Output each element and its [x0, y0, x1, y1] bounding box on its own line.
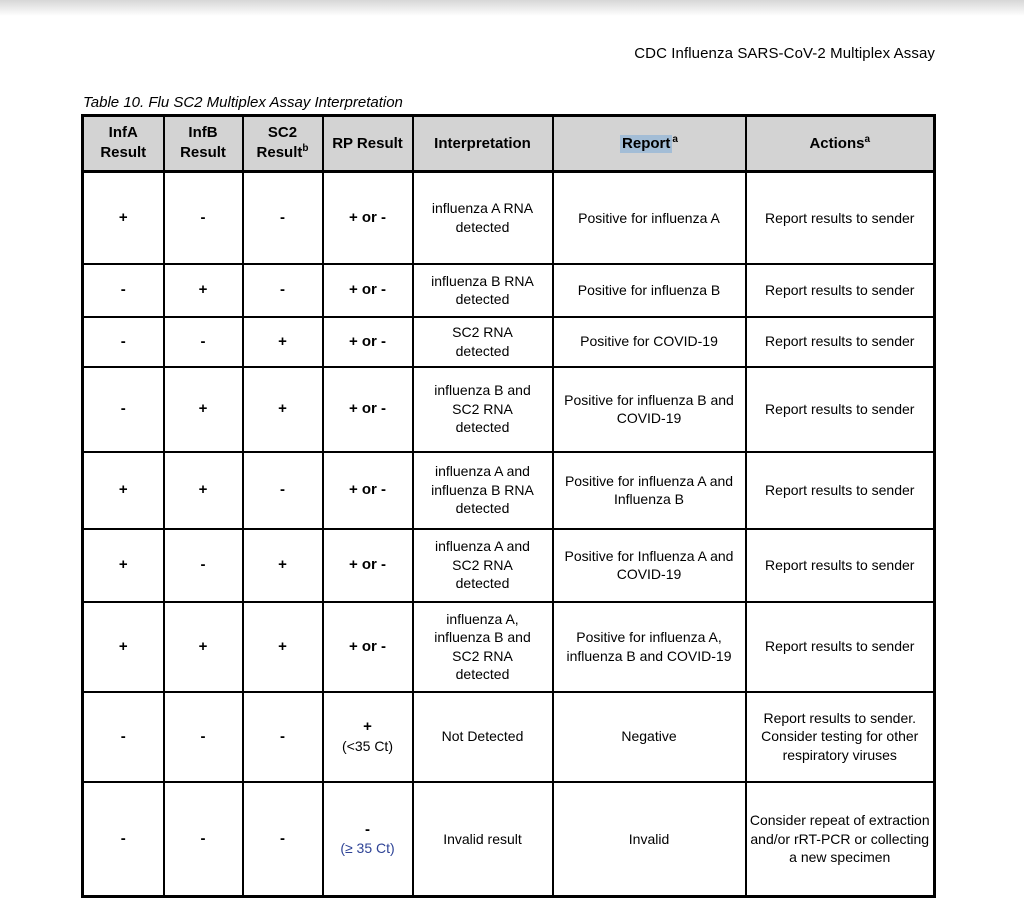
interpretation-cell: Not Detected [413, 692, 553, 782]
rp-value: + or - [348, 332, 387, 350]
column-header-infa-result [83, 116, 164, 172]
rp-ct-note: (≥ 35 Ct) [340, 840, 395, 857]
rp-ct-note: (<35 Ct) [342, 738, 393, 755]
report-cell: Positive for influenza A [553, 172, 746, 264]
table-row [83, 264, 935, 317]
report-cell: Positive for influenza B and COVID-19 [553, 367, 746, 452]
interpretation-cell: influenza A RNA detected [413, 172, 553, 264]
table-header-row [83, 116, 935, 172]
infa-result-cell: - [83, 692, 164, 782]
column-header-label: InfB Result [180, 124, 226, 161]
rp-value: - [365, 820, 370, 838]
report-cell: Invalid [553, 782, 746, 897]
table-row [83, 529, 935, 602]
infb-result-cell: - [164, 172, 243, 264]
infa-result-cell: + [83, 529, 164, 602]
sc2-result-cell: - [243, 172, 323, 264]
actions-cell: Report results to sender [746, 317, 935, 367]
actions-cell: Consider repeat of extraction and/or rRT-PCR or collecting a new specimen [746, 782, 935, 897]
actions-cell: Report results to sender [746, 172, 935, 264]
table-row [83, 367, 935, 452]
report-cell: Positive for influenza A and Influenza B [553, 452, 746, 529]
column-header-rp-result [323, 116, 413, 172]
rp-value: + [363, 718, 372, 736]
column-header-label: SC2 Result [256, 124, 303, 161]
table-row [83, 172, 935, 264]
document-header-title: CDC Influenza SARS-CoV-2 Multiplex Assay [634, 45, 935, 62]
sc2-result-cell: + [243, 317, 323, 367]
actions-cell: Report results to sender [746, 367, 935, 452]
text-selection-highlight: Report [622, 134, 671, 152]
sc2-result-cell: + [243, 367, 323, 452]
rp-result-cell [323, 172, 413, 264]
infa-result-cell: - [83, 264, 164, 317]
column-header-label: InfA Result [100, 124, 147, 161]
report-cell: Positive for Influenza A and COVID-19 [553, 529, 746, 602]
table-row [83, 452, 935, 529]
footnote-marker: a [864, 133, 871, 145]
report-cell: Negative [553, 692, 746, 782]
rp-value: + or - [348, 481, 387, 499]
infb-result-cell: - [164, 782, 243, 897]
column-header-report [553, 116, 746, 172]
actions-cell: Report results to sender [746, 264, 935, 317]
viewport-top-shadow [0, 0, 1024, 16]
infb-result-cell: + [164, 452, 243, 529]
rp-result-cell [323, 264, 413, 317]
infa-result-cell: - [83, 782, 164, 897]
rp-result-cell [323, 692, 413, 782]
sc2-result-cell: + [243, 529, 323, 602]
actions-cell: Report results to sender [746, 529, 935, 602]
rp-result-cell [323, 782, 413, 897]
report-cell: Positive for influenza A, influenza B and COVID-19 [553, 602, 746, 692]
table-row [83, 317, 935, 367]
infa-result-cell: + [83, 172, 164, 264]
column-header-actions [746, 116, 935, 172]
footnote-marker: b [302, 143, 309, 154]
rp-value: + or - [348, 637, 387, 655]
report-cell: Positive for COVID-19 [553, 317, 746, 367]
table-row [83, 692, 935, 782]
sc2-result-cell: - [243, 692, 323, 782]
interpretation-cell: SC2 RNA detected [413, 317, 553, 367]
infb-result-cell: + [164, 602, 243, 692]
column-header-label: Actions [809, 134, 865, 152]
sc2-result-cell: - [243, 452, 323, 529]
table-row [83, 602, 935, 692]
table-row [83, 782, 935, 897]
rp-result-cell [323, 529, 413, 602]
interpretation-cell: influenza B and SC2 RNA detected [413, 367, 553, 452]
assay-interpretation-table [81, 114, 936, 898]
infa-result-cell: - [83, 367, 164, 452]
infa-result-cell: + [83, 602, 164, 692]
infb-result-cell: + [164, 264, 243, 317]
footnote-marker: a [672, 133, 678, 145]
table-caption: Table 10. Flu SC2 Multiplex Assay Interpretation [83, 94, 403, 111]
interpretation-cell: influenza A and influenza B RNA detected [413, 452, 553, 529]
actions-cell: Report results to sender [746, 452, 935, 529]
interpretation-cell: influenza A and SC2 RNA detected [413, 529, 553, 602]
interpretation-cell: Invalid result [413, 782, 553, 897]
actions-cell: Report results to sender. Consider testing for other respiratory viruses [746, 692, 935, 782]
infb-result-cell: - [164, 529, 243, 602]
rp-result-cell [323, 602, 413, 692]
rp-value: + or - [348, 208, 387, 226]
sc2-result-cell: - [243, 782, 323, 897]
interpretation-cell: influenza B RNA detected [413, 264, 553, 317]
column-header-interpretation [413, 116, 553, 172]
infb-result-cell: - [164, 692, 243, 782]
rp-value: + or - [348, 556, 387, 574]
infb-result-cell: + [164, 367, 243, 452]
infa-result-cell: - [83, 317, 164, 367]
interpretation-cell: influenza A, influenza B and SC2 RNA detected [413, 602, 553, 692]
report-cell: Positive for influenza B [553, 264, 746, 317]
rp-result-cell [323, 367, 413, 452]
rp-value: + or - [348, 400, 387, 418]
rp-value: + or - [348, 281, 387, 299]
sc2-result-cell: - [243, 264, 323, 317]
column-header-label: Interpretation [434, 134, 531, 152]
sc2-result-cell: + [243, 602, 323, 692]
column-header-sc2-result [243, 116, 323, 172]
column-header-label: RP Result [332, 134, 403, 152]
infa-result-cell: + [83, 452, 164, 529]
actions-cell: Report results to sender [746, 602, 935, 692]
rp-result-cell [323, 317, 413, 367]
infb-result-cell: - [164, 317, 243, 367]
rp-result-cell [323, 452, 413, 529]
column-header-infb-result [164, 116, 243, 172]
